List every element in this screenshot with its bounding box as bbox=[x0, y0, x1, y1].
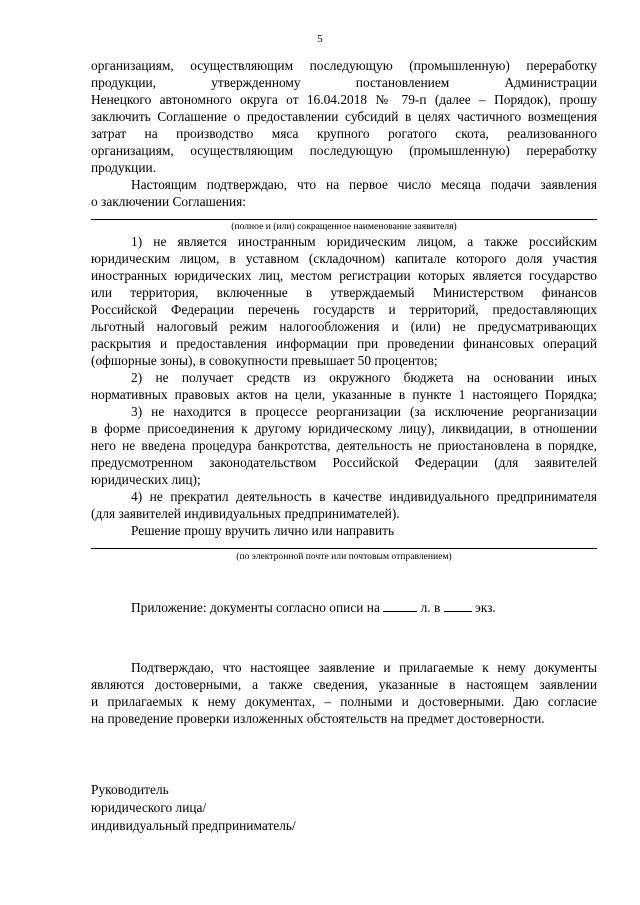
intro-line: организациям, осуществляющим последующую (промышленную) переработку bbox=[91, 143, 597, 158]
copies-count-blank[interactable] bbox=[444, 599, 472, 612]
item-3-line: в форме присоединения к другому юридическому лицу), ликвидации, в отношении bbox=[91, 421, 597, 436]
item-2-line: нормативных правовых актов на цели, указанные в пункте 1 настоящего Порядка; bbox=[91, 387, 597, 402]
item-4-line: (для заявителей индивидуальных предпринимателей). bbox=[91, 506, 400, 521]
item-1-line: иностранных юридических лиц, местом регистрации которых является государство bbox=[91, 268, 597, 283]
certify-line: Подтверждаю, что настоящее заявление и прилагаемые к нему документы bbox=[131, 660, 597, 675]
intro-line: продукции. bbox=[91, 160, 157, 175]
attachment-line bbox=[131, 599, 496, 617]
item-1-line: Российской Федерации перечень государств и территорий, предоставляющих bbox=[91, 302, 597, 317]
certify-line: и прилагаемых к нему документах, – полными и достоверными. Даю согласие bbox=[91, 694, 597, 709]
intro-line: затрат на производство мяса крупного рогатого скота, реализованного bbox=[91, 126, 597, 141]
confirm-line: о заключении Соглашения: bbox=[91, 194, 247, 209]
delivery-method-caption: (по электронной почте или почтовым отправлением) bbox=[236, 551, 452, 562]
delivery-text: Решение прошу вручить лично или направить bbox=[131, 523, 395, 538]
signature-line: Руководитель bbox=[91, 782, 169, 797]
item-1-line: или территория, включенные в утверждаемый Министерством финансов bbox=[91, 285, 597, 300]
sheets-count-blank[interactable] bbox=[383, 599, 417, 612]
applicant-name-caption: (полное и (или) сокращенное наименование заявителя) bbox=[231, 221, 457, 232]
item-3-line: предусмотренном законодательством Российской Федерации (для заявителей bbox=[91, 455, 597, 470]
item-1-line: юридическим лицом, в уставном (складочном) капитале которого доля участия bbox=[91, 251, 597, 266]
certify-line: являются достоверными, а также сведения, указанные в настоящем заявлении bbox=[91, 677, 597, 692]
item-3-line: него не введена процедура банкротства, деятельность не приостановлена в порядке, bbox=[91, 438, 597, 453]
item-4-line: 4) не прекратил деятельность в качестве индивидуального предпринимателя bbox=[131, 489, 597, 504]
item-1-line: 1) не является иностранным юридическим лицом, а также российским bbox=[131, 234, 597, 249]
attachment-suffix: экз. bbox=[475, 600, 496, 615]
signature-line: индивидуальный предприниматель/ bbox=[91, 818, 296, 833]
item-1-line: раскрытия и предоставления информации при проведении финансовых операций bbox=[91, 336, 597, 351]
delivery-method-line bbox=[91, 548, 597, 549]
item-2-line: 2) не получает средств из окружного бюджета на основании иных bbox=[131, 370, 597, 385]
attachment-middle: л. в bbox=[420, 600, 441, 615]
applicant-name-line bbox=[91, 219, 597, 220]
intro-line: Ненецкого автономного округа от 16.04.2018 № 79-п (далее – Порядок), прошу bbox=[91, 92, 597, 107]
item-1-line: (офшорные зоны), в совокупности превышает 50 процентов; bbox=[91, 353, 438, 368]
attachment-prefix: Приложение: документы согласно описи на bbox=[131, 600, 380, 615]
page-number: 5 bbox=[317, 33, 323, 45]
item-1-line: льготный налоговый режим налогообложения и (или) не предусматривающих bbox=[91, 319, 597, 334]
intro-line: организациям, осуществляющим последующую (промышленную) переработку bbox=[91, 58, 597, 73]
signature-line: юридического лица/ bbox=[91, 800, 207, 815]
intro-line: продукции, утвержденному постановлением Администрации bbox=[91, 75, 597, 90]
confirm-line: Настоящим подтверждаю, что на первое число месяца подачи заявления bbox=[131, 177, 597, 192]
certify-line: на проведение проверки изложенных обстоятельств на предмет достоверности. bbox=[91, 711, 545, 726]
intro-line: заключить Соглашение о предоставлении субсидий в целях частичного возмещения bbox=[91, 109, 597, 124]
item-3-line: 3) не находится в процессе реорганизации (за исключение реорганизации bbox=[131, 404, 597, 419]
item-3-line: юридических лиц); bbox=[91, 472, 201, 487]
